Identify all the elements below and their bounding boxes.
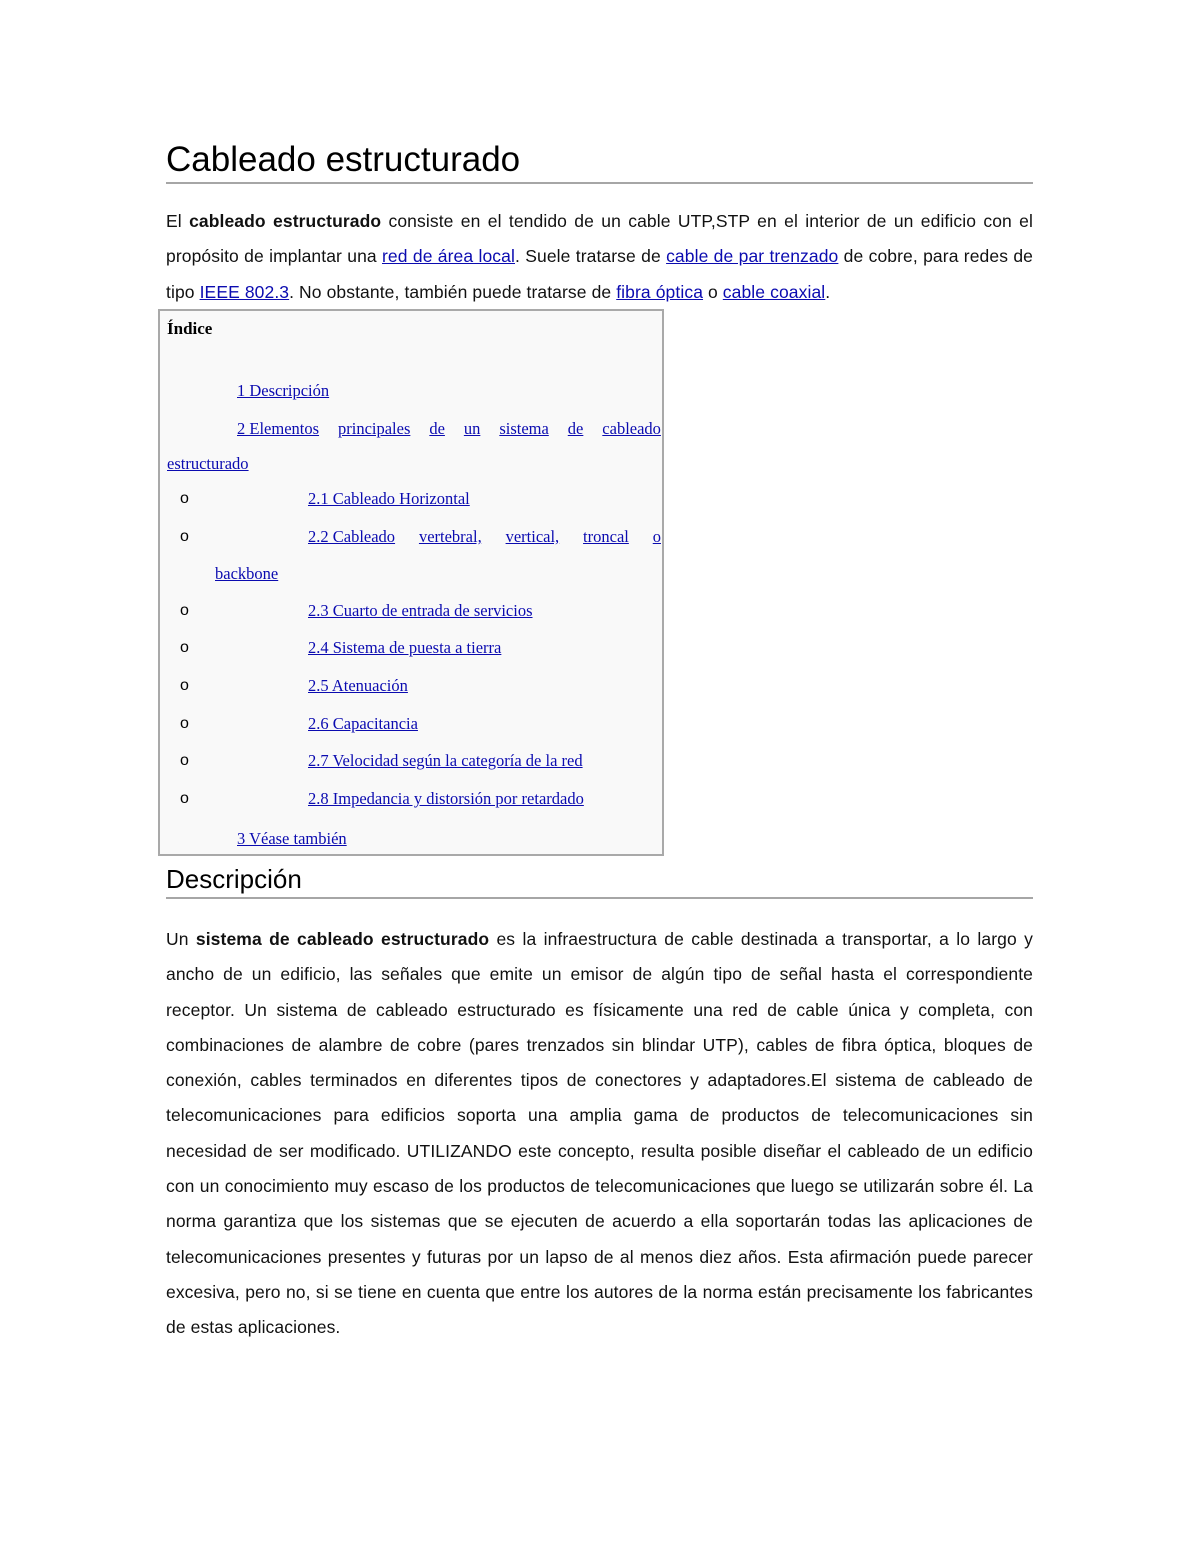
descripcion-text: es la infraestructura de cable destinada a transportar, a lo largo y ancho de un edificio, las señales que emite un emisor de algún tipo de señal hasta el correspondiente receptor. Un sistema de cableado estructurado es físicamente una red de cable única y completa, con combinaciones de alambre de cobre (pares trenzados sin blindar UTP), cables de fibra óptica, bloques de conexión, cables terminados en diferentes tipos de conectores y adaptadores.El sistema de cableado de telecomunicaciones para edificios soporta una amplia gama de productos de telecomunicaciones sin necesidad de ser modificado. UTILIZANDO este concepto, resulta posible diseñar el cableado de un edificio con un conocimiento muy escaso de los productos de telecomunicaciones que luego se utilizarán sobre él. La norma garantiza que los sistemas que se ejecuten de acuerdo a ella soportarán todas las aplicaciones de telecomunicaciones presentes y futuras por un lapso de al menos diez años. Esta afirmación puede parecer excesiva, pero no, si se tiene en cuenta que entre los autores de la norma están precisamente los fabricantes de estas aplicaciones.	[166, 929, 1033, 1338]
toc-link-word[interactable]: sistema	[499, 419, 549, 438]
toc-link-word[interactable]: vertical,	[505, 527, 560, 546]
toc-link-word[interactable]: de	[429, 419, 445, 438]
toc-link-2-7[interactable]: 2.7 Velocidad según la categoría de la red	[308, 751, 583, 770]
intro-text: El	[166, 211, 190, 231]
toc-link-word[interactable]: principales	[337, 419, 411, 438]
intro-text: de cobre, para redes de tipo	[166, 246, 1033, 302]
intro-text: o	[703, 281, 723, 302]
toc-link-word[interactable]: 2 Elementos	[237, 419, 320, 438]
intro-text: consiste en el tendido de un cable UTP,STP en el interior de un edificio con el propósito de implantar una	[166, 211, 1033, 267]
toc-title: Índice	[167, 319, 213, 338]
intro-bold-term: cableado estructurado	[189, 211, 382, 231]
toc-item-vease	[237, 829, 347, 849]
toc-sub-2-1	[308, 489, 470, 509]
toc-item-descripcion	[237, 381, 329, 401]
toc-bullet: o	[180, 715, 189, 732]
toc-bullet: o	[180, 790, 189, 807]
section-heading-descripcion: Descripción	[166, 861, 1033, 899]
intro-text: . Suele tratarse de	[514, 246, 667, 267]
descripcion-paragraph	[166, 922, 1033, 1346]
link-cable-coaxial[interactable]: cable coaxial	[722, 281, 826, 302]
toc-item-elementos-cont	[167, 454, 249, 474]
toc-bullet: o	[180, 752, 189, 769]
toc-sub-2-5	[308, 676, 408, 696]
toc-sub-2-6	[308, 714, 418, 734]
intro-text: .	[825, 281, 831, 302]
toc-bullet: o	[180, 528, 189, 545]
toc-link-2-8[interactable]: 2.8 Impedancia y distorsión por retardado	[308, 789, 584, 808]
toc-link-word[interactable]: vertebral,	[418, 527, 482, 546]
toc-link-elementos-cont[interactable]: estructurado	[167, 454, 249, 473]
toc-link-vease-tambien[interactable]: 3 Véase también	[237, 829, 347, 848]
toc-sub-2-4	[308, 638, 501, 658]
toc-sub-2-7	[308, 751, 583, 771]
toc-sub-2-2	[308, 527, 661, 547]
toc-link-word[interactable]: un	[463, 419, 481, 438]
link-ieee-802-3[interactable]: IEEE 802.3	[199, 281, 290, 302]
toc-link-2-5[interactable]: 2.5 Atenuación	[308, 676, 408, 695]
toc-link-word[interactable]: de	[567, 419, 584, 438]
toc-link-word[interactable]: troncal	[583, 527, 629, 546]
toc-bullet: o	[180, 639, 189, 656]
toc-link-word[interactable]: 2.2 Cableado	[308, 527, 396, 546]
toc-link-2-3[interactable]: 2.3 Cuarto de entrada de servicios	[308, 601, 533, 620]
toc-link-2-6[interactable]: 2.6 Capacitancia	[308, 714, 418, 733]
toc-bullet: o	[180, 677, 189, 694]
link-fibra-optica[interactable]: fibra óptica	[616, 281, 704, 302]
toc-link-2-4[interactable]: 2.4 Sistema de puesta a tierra	[308, 638, 502, 657]
link-red-de-area-local[interactable]: red de área local	[382, 246, 515, 267]
descripcion-bold-term: sistema de cableado estructurado	[195, 929, 490, 949]
toc-link-word[interactable]: o	[652, 527, 661, 546]
toc-bullet: o	[180, 602, 189, 619]
toc-bullet: o	[180, 490, 189, 507]
toc-sub-2-3	[308, 601, 533, 621]
page-title: Cableado estructurado	[166, 138, 1033, 184]
toc-sub-2-8	[308, 789, 584, 809]
toc-link-descripcion[interactable]: 1 Descripción	[237, 381, 330, 400]
intro-text: . No obstante, también puede tratarse de	[289, 281, 617, 302]
document-page	[166, 138, 1033, 1338]
toc-link-backbone[interactable]: backbone	[215, 564, 279, 583]
toc-sub-2-2-cont	[215, 564, 278, 584]
toc-link-2-1[interactable]: 2.1 Cableado Horizontal	[308, 489, 470, 508]
link-cable-de-par-trenzado[interactable]: cable de par trenzado	[666, 246, 839, 267]
toc-item-elementos	[237, 419, 661, 439]
descripcion-text: Un	[166, 929, 196, 949]
table-of-contents	[158, 309, 664, 856]
intro-paragraph	[166, 204, 1033, 310]
toc-link-word[interactable]: cableado	[602, 419, 661, 438]
